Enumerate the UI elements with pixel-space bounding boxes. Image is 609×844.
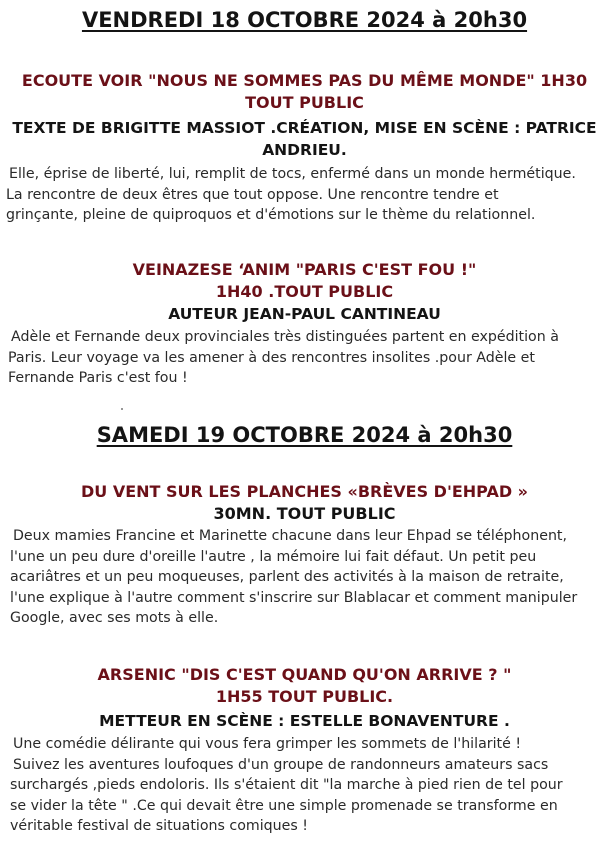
show-title-line: 30MN. TOUT PUBLIC (213, 504, 396, 523)
show-title-line: DU VENT SUR LES PLANCHES «BRÈVES D'EHPAD » (80, 482, 529, 501)
description-line: La rencontre de deux êtres que tout oppose. Une rencontre tendre et (6, 186, 499, 203)
description-line: Paris. Leur voyage va les amener à des rencontres insolites .pour Adèle et (8, 349, 535, 366)
description-line: Google, avec ses mots à elle. (10, 610, 219, 626)
description-line: l'une explique à l'autre comment s'inscrire sur Blablacar et comment manipuler (10, 589, 578, 606)
description-line: Deux mamies Francine et Marinette chacune dans leur Ehpad se téléphonent, (13, 528, 568, 544)
show-description (8, 327, 559, 389)
credit-line: AUTEUR JEAN-PAUL CANTINEAU (168, 305, 441, 323)
description-line: Fernande Paris c'est fou ! (8, 370, 188, 386)
show-title-line: ARSENIC "DIS C'EST QUAND QU'ON ARRIVE ? " (97, 665, 512, 684)
show-title (0, 70, 609, 114)
show-description (10, 526, 578, 629)
show-description (10, 734, 563, 837)
description-line: Une comédie délirante qui vous fera grimper les sommets de l'hilarité ! (13, 736, 522, 752)
show-credits (0, 303, 609, 325)
show-title (0, 664, 609, 708)
show-title-line: VEINAZESE ‘ANIM "PARIS C'EST FOU !" (132, 260, 477, 279)
description-line: Elle, éprise de liberté, lui, remplit de tocs, enfermé dans un monde hermétique. (9, 166, 576, 182)
show-title (0, 481, 609, 525)
day-heading-saturday: SAMEDI 19 OCTOBRE 2024 à 20h30 (96, 423, 513, 447)
show-title-line: TOUT PUBLIC (245, 93, 364, 112)
show-description (6, 164, 576, 226)
show-title (0, 259, 609, 303)
show-title-line: ECOUTE VOIR "NOUS NE SOMMES PAS DU MÊME MONDE" 1H30 (21, 71, 588, 90)
credit-line: ANDRIEU. (262, 141, 347, 159)
credit-line: METTEUR EN SCÈNE : ESTELLE BONAVENTURE . (99, 712, 510, 730)
description-line: surchargés ,pieds endoloris. Ils s'étaient dit "la marche à pied rien de tel pour (10, 777, 563, 793)
show-title-line: 1H55 TOUT PUBLIC. (215, 687, 394, 706)
description-line: acariâtres et un peu moqueuses, parlent des activités à la maison de retraite, (10, 569, 564, 585)
credit-line: TEXTE DE BRIGITTE MASSIOT .CRÉATION, MISE EN SCÈNE : PATRICE (12, 119, 597, 137)
day-heading-friday: VENDREDI 18 OCTOBRE 2024 à 20h30 (81, 8, 528, 32)
show-credits (0, 117, 609, 161)
description-line: véritable festival de situations comiques ! (10, 818, 308, 834)
show-credits (0, 710, 609, 732)
stray-dot (121, 408, 123, 410)
description-line: Suivez les aventures loufoques d'un groupe de randonneurs amateurs sacs (13, 756, 549, 773)
description-line: grinçante, pleine de quiproquos et d'émotions sur le thème du relationnel. (6, 207, 536, 223)
show-title-line: 1H40 .TOUT PUBLIC (215, 282, 394, 301)
description-line: l'une un peu dure d'oreille l'autre , la mémoire lui fait défaut. Un petit peu (10, 548, 537, 565)
description-line: se vider la tête " .Ce qui devait être une simple promenade se transforme en (10, 797, 558, 814)
description-line: Adèle et Fernande deux provinciales très distinguées partent en expédition à (11, 329, 559, 345)
